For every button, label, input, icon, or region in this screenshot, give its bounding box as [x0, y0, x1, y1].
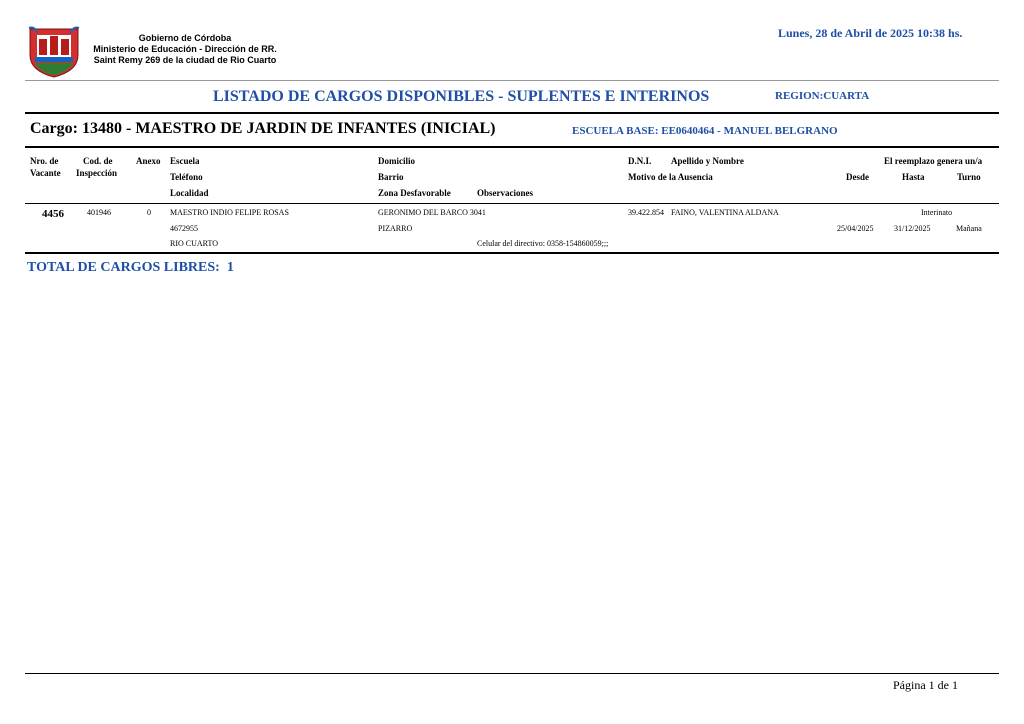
cell-domicilio: GERONIMO DEL BARCO 3041: [378, 208, 486, 217]
col-turno: Turno: [957, 172, 981, 182]
col-barrio: Barrio: [378, 172, 404, 182]
org-name: [85, 33, 285, 66]
col-telefono: Teléfono: [170, 172, 203, 182]
col-cod-inspeccion-1: Cod. de: [83, 156, 113, 166]
col-dni: D.N.I.: [628, 156, 652, 166]
cell-turno: Mañana: [956, 224, 982, 233]
cell-nro: 4456: [42, 208, 64, 220]
org-line-3: Saint Remy 269 de la ciudad de Rio Cuarto: [93, 55, 277, 65]
col-motivo-ausencia: Motivo de la Ausencia: [628, 172, 713, 182]
table-bottom-rule: [25, 252, 999, 254]
header-divider: [25, 80, 999, 81]
cell-anexo: 0: [147, 208, 151, 217]
total-cargos: TOTAL DE CARGOS LIBRES: 1: [27, 260, 234, 275]
cell-localidad: RIO CUARTO: [170, 239, 219, 248]
cell-observaciones: Celular del directivo: 0358-154860059;;;: [477, 239, 609, 248]
cell-cod: 401946: [87, 208, 111, 217]
col-localidad: Localidad: [170, 188, 209, 198]
col-nro-vacante-2: Vacante: [30, 168, 61, 178]
title-rule: [25, 112, 999, 114]
col-zona-desfavorable: Zona Desfavorable: [378, 188, 451, 198]
col-domicilio: Domicilio: [378, 156, 415, 166]
col-desde: Desde: [846, 172, 869, 182]
col-cod-inspeccion-2: Inspección: [76, 168, 118, 178]
cell-dni: 39.422.854: [628, 208, 664, 217]
cell-barrio: PIZARRO: [378, 224, 413, 233]
header-row-rule: [25, 203, 999, 204]
cell-hasta: 31/12/2025: [894, 224, 931, 233]
col-hasta: Hasta: [902, 172, 925, 182]
cordoba-crest-logo: [27, 25, 81, 79]
col-anexo: Anexo: [136, 156, 161, 166]
org-line-1: Gobierno de Córdoba: [138, 33, 232, 43]
footer-rule: [25, 673, 999, 674]
cell-apellido: FAINO, VALENTINA ALDANA: [671, 208, 779, 217]
cargo-title: Cargo: 13480 - MAESTRO DE JARDIN DE INFANTES (INICIAL): [30, 120, 496, 137]
report-date: Lunes, 28 de Abril de 2025 10:38 hs.: [778, 26, 963, 40]
cargo-rule: [25, 146, 999, 148]
col-nro-vacante-1: Nro. de: [30, 156, 59, 166]
cell-telefono: 4672955: [170, 224, 198, 233]
report-title: LISTADO DE CARGOS DISPONIBLES - SUPLENTES E INTERINOS: [213, 88, 710, 105]
col-apellido-nombre: Apellido y Nombre: [671, 156, 744, 166]
org-line-2: Ministerio de Educación - Dirección de RR.: [93, 44, 277, 54]
cell-escuela: MAESTRO INDIO FELIPE ROSAS: [170, 208, 289, 217]
escuela-base: ESCUELA BASE: EE0640464 - MANUEL BELGRANO: [572, 125, 838, 137]
cell-desde: 25/04/2025: [837, 224, 874, 233]
region-label: REGION:CUARTA: [775, 90, 870, 102]
col-reemplazo: El reemplazo genera un/a: [884, 156, 983, 166]
col-escuela: Escuela: [170, 156, 200, 166]
page-number: Página 1 de 1: [893, 678, 958, 692]
cell-reemplazo: Interinato: [921, 208, 953, 217]
col-observaciones: Observaciones: [477, 188, 533, 198]
